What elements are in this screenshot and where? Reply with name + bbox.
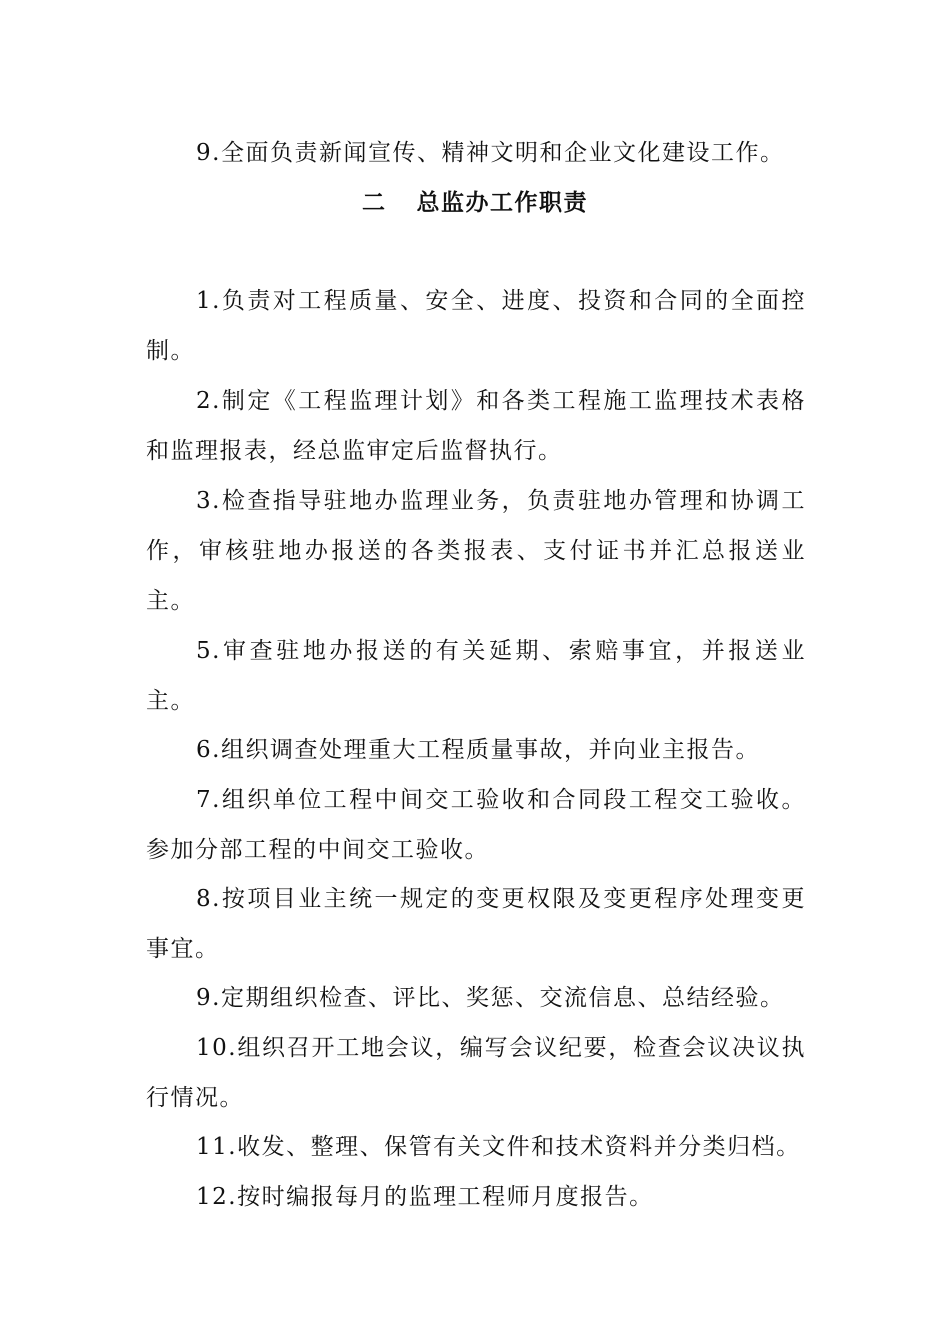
section-number: 二 — [362, 190, 387, 216]
duty-item-10: 10.组织召开工地会议，编写会议纪要，检查会议决议执行情况。 — [146, 1035, 806, 1111]
duty-item-5: 5.审查驻地办报送的有关延期、索赔事宜，并报送业主。 — [146, 638, 806, 714]
duty-item-2: 2.制定《工程监理计划》和各类工程施工监理技术表格和监理报表，经总监审定后监督执行。 — [146, 388, 806, 464]
duty-item-7: 7.组织单位工程中间交工验收和合同段工程交工验收。参加分部工程的中间交工验收。 — [146, 787, 806, 863]
duty-item-12: 12.按时编报每月的监理工程师月度报告。 — [196, 1184, 654, 1210]
section-heading — [0, 178, 950, 228]
duty-item-11: 11.收发、整理、保管有关文件和技术资料并分类归档。 — [196, 1134, 801, 1160]
duty-item-3: 3.检查指导驻地办监理业务，负责驻地办管理和协调工作，审核驻地办报送的各类报表、支付证书并汇总报送业主。 — [146, 488, 806, 614]
duty-item-8: 8.按项目业主统一规定的变更权限及变更程序处理变更事宜。 — [146, 886, 806, 962]
duty-item-1: 1.负责对工程质量、安全、进度、投资和合同的全面控制。 — [146, 288, 806, 364]
duty-item-6: 6.组织调查处理重大工程质量事故，并向业主报告。 — [196, 737, 760, 763]
duty-item-9: 9.定期组织检查、评比、奖惩、交流信息、总结经验。 — [196, 985, 785, 1011]
intro-item: 9.全面负责新闻宣传、精神文明和企业文化建设工作。 — [196, 140, 785, 166]
section-title: 总监办工作职责 — [416, 190, 588, 216]
